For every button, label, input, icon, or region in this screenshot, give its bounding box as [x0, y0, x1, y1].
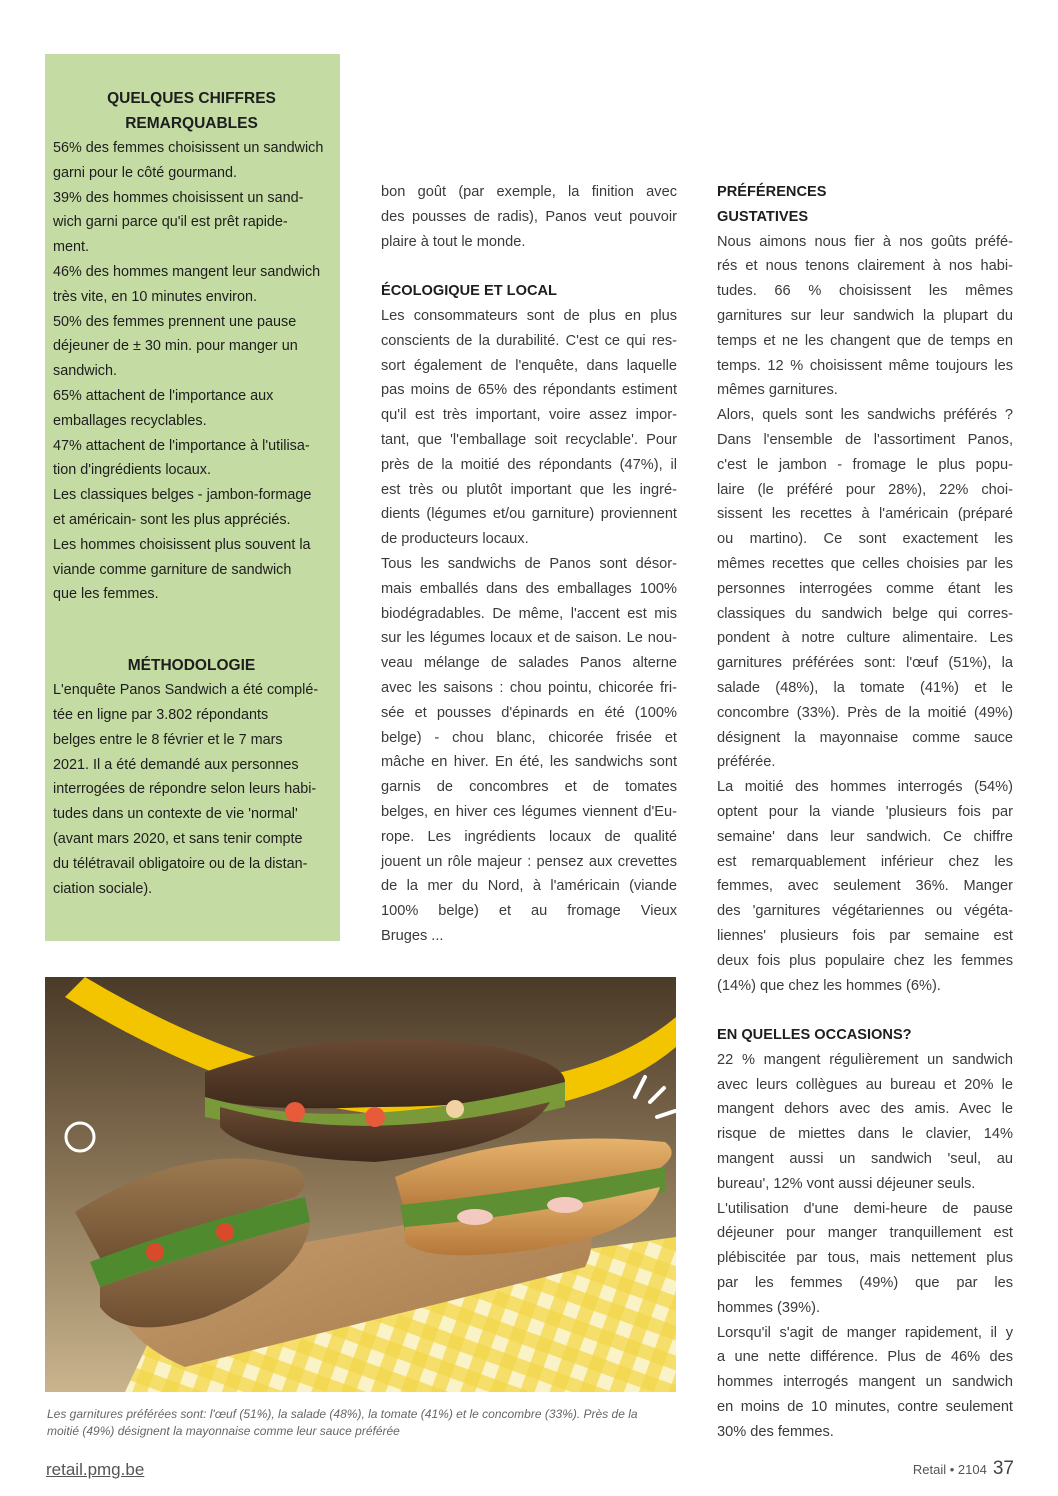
body-line: Bruges ...: [381, 927, 444, 944]
photo-caption: [47, 1406, 677, 1440]
body-line: (14%) que chez les hommes (6%).: [717, 977, 941, 994]
body-line: préférée.: [717, 754, 776, 771]
body-line: près de la moitié des répondants (47%), il: [381, 456, 677, 473]
body-line: liennes' plusieurs fois par semaine est: [717, 927, 1013, 944]
body-line: Tous les sandwichs de Panos sont désor-: [381, 555, 677, 572]
body-line: c'est le jambon - fromage le plus popu-: [717, 456, 1013, 473]
body-line: classiques du sandwich belge qui corres-: [717, 605, 1013, 622]
body-line: sissent les recettes à l'américain (préparé: [717, 506, 1013, 523]
body-line: rope. Les ingrédients locaux de qualité: [381, 828, 677, 845]
body-line: est très ou plutôt important que les ingré-: [381, 481, 677, 498]
body-line: tudes. 66 % choisissent les mêmes: [717, 283, 1013, 300]
body-line: semaine' dans leur sandwich. Ce chiffre: [717, 828, 1013, 845]
body-line: temps. 12 % choisissent même toujours les: [717, 357, 1013, 374]
body-line: désignent la mayonnaise comme sauce: [717, 729, 1013, 746]
body-line: pondent à notre culture alimentaire. Les: [717, 630, 1013, 647]
body-line: garnitures préférées sont: l'œuf (51%), la: [717, 655, 1013, 672]
body-line: des 'garnitures végétariennes ou végéta-: [717, 903, 1013, 920]
middle-column: [381, 180, 677, 949]
body-line: deux fois plus populaire chez les femmes: [717, 952, 1013, 969]
body-line: laire (le préféré pour 28%), 22% choi-: [717, 481, 1013, 498]
body-line: en moins de 10 minutes, contre seulement: [717, 1399, 1013, 1416]
body-line: optent pour la viande 'plusieurs fois par: [717, 803, 1013, 820]
methodology-line: 2021. Il a été demandé aux personnes: [53, 756, 299, 773]
key-figure-line: viande comme garniture de sandwich: [53, 561, 292, 578]
section-heading-ecological: ÉCOLOGIQUE ET LOCAL: [381, 283, 557, 300]
body-line: Dans l'ensemble de l'assortiment Panos,: [717, 431, 1013, 448]
body-line: de la mer du Nord, à l'américain (viande: [381, 878, 677, 895]
key-figure-line: 56% des femmes choisissent un sandwich: [53, 140, 324, 156]
page-number: 37: [992, 1458, 1014, 1479]
key-figure-line: tion d'ingrédients locaux.: [53, 462, 211, 479]
body-line: Alors, quels sont les sandwichs préférés ?: [717, 407, 1013, 424]
right-column: [717, 180, 1013, 1445]
key-figure-line: 39% des hommes choisissent un sand-: [53, 189, 304, 206]
key-figure-line: 46% des hommes mangent leur sandwich: [53, 263, 321, 280]
methodology-line: L'enquête Panos Sandwich a été complé-: [53, 682, 319, 699]
body-line: avec leurs collègues au bureau et 20% le: [717, 1076, 1013, 1093]
key-figures-box: [45, 54, 340, 941]
body-line: belges, en hiver ces légumes viennent d'Eu-: [381, 803, 677, 820]
methodology-line: (avant mars 2020, et sans tenir compte: [53, 830, 303, 847]
key-figure-line: Les hommes choisissent plus souvent la: [53, 536, 311, 553]
key-figure-line: emballages recyclables.: [53, 412, 207, 429]
body-line: ou martino). Ce sont exactement les: [717, 531, 1013, 548]
body-line: par les femmes (49%) que par les: [717, 1275, 1013, 1292]
key-figure-line: que les femmes.: [53, 586, 159, 603]
body-line: veau mélange de salades Panos alterne: [381, 655, 677, 672]
methodology-line: ciation sociale).: [53, 880, 153, 897]
body-line: bureau', 12% vont aussi déjeuner seuls.: [717, 1175, 976, 1192]
body-line: L'utilisation d'une demi-heure de pause: [717, 1200, 1013, 1217]
body-line: 22 % mangent régulièrement un sandwich: [717, 1051, 1013, 1068]
methodology-line: belges entre le 8 février et le 7 mars: [53, 731, 283, 748]
body-line: La moitié des hommes interrogés (54%): [717, 779, 1013, 796]
body-line: bon goût (par exemple, la finition avec: [381, 184, 677, 200]
page-footer: [913, 1458, 1014, 1480]
methodology-line: tudes dans un contexte de vie 'normal': [53, 806, 298, 823]
body-line: déjeuner pour manger tranquillement est: [717, 1225, 1013, 1242]
section-heading-occasions: EN QUELLES OCCASIONS?: [717, 1027, 912, 1044]
body-line: conscients de la durabilité. C'est ce qui res-: [381, 332, 677, 349]
body-line: personnes interrogées comme étant les: [717, 580, 1013, 597]
body-line: rés et nous tenons clairement à nos habi-: [717, 258, 1013, 275]
body-line: a une nette différence. Plus de 46% des: [717, 1349, 1013, 1366]
body-line: jouent un rôle majeur : pensez aux crevettes: [381, 853, 677, 870]
body-line: concombre (33%). Près de la moitié (49%): [717, 704, 1013, 721]
methodology-line: interrogées de répondre selon leurs habi-: [53, 781, 317, 798]
body-line: risque de miettes dans le clavier, 14%: [717, 1126, 1013, 1143]
methodology-title: MÉTHODOLOGIE: [127, 657, 256, 675]
body-line: garnis de concombres et de tomates: [381, 779, 677, 796]
methodology-line: tée en ligne par 3.802 répondants: [53, 706, 269, 723]
key-figure-line: Les classiques belges - jambon-formage: [53, 487, 312, 504]
key-figure-line: ment.: [53, 239, 89, 256]
body-line: avec les saisons : chou pointu, chicorée fri-: [381, 679, 677, 696]
body-line: femmes, avec seulement 36%. Manger: [717, 878, 1013, 895]
body-line: garnitures sur leur sandwich la plupart du: [717, 307, 1013, 324]
body-line: temps et ne les changent que de temps en: [717, 332, 1013, 349]
body-line: sort également de l'enquête, dans laquelle: [381, 357, 677, 374]
body-line: hommes (39%).: [717, 1299, 820, 1316]
key-figure-line: très vite, en 10 minutes environ.: [53, 288, 257, 305]
body-line: Lorsqu'il s'agit de manger rapidement, il y: [717, 1324, 1013, 1341]
body-line: Les consommateurs sont de plus en plus: [381, 307, 677, 324]
methodology-text: [53, 678, 330, 901]
body-line: belge) - chou blanc, chicorée frisée et: [381, 729, 677, 746]
magazine-issue: Retail • 2104: [912, 1462, 987, 1477]
caption-line: Les garnitures préférées sont: l'œuf (51%), la salade (48%), la tomate (41%) et le concombre (33%). Près de la: [47, 1407, 638, 1421]
key-figures-title-line: QUELQUES CHIFFRES: [107, 90, 276, 107]
body-line: est remarquablement inférieur chez les: [717, 853, 1013, 870]
key-figures-list: [53, 136, 330, 607]
key-figure-line: 50% des femmes prennent une pause: [53, 313, 297, 330]
key-figures-title-line: REMARQUABLES: [125, 115, 258, 132]
body-line: biodégradables. De même, l'accent est mis: [381, 605, 677, 622]
body-line: 30% des femmes.: [717, 1423, 834, 1440]
key-figure-line: sandwich.: [53, 363, 117, 380]
body-line: plaire à tout le monde.: [381, 233, 526, 250]
section-heading-line: PRÉFÉRENCES: [717, 184, 827, 200]
body-line: Nous aimons nous fier à nos goûts préfé-: [717, 233, 1013, 250]
section-heading-preferences: [717, 180, 1013, 230]
section-heading-line: GUSTATIVES: [717, 208, 809, 225]
key-figure-line: déjeuner de ± 30 min. pour manger un: [53, 338, 298, 355]
body-line: mêmes recettes que celles choisies par les: [717, 555, 1013, 572]
body-line: sur les légumes locaux et de saison. Le nou-: [381, 630, 677, 647]
body-line: des pousses de radis), Panos veut pouvoir: [381, 208, 677, 225]
body-line: mangent dehors avec des amis. Avec le: [717, 1101, 1013, 1118]
body-line: pas moins de 65% des répondants estiment: [381, 382, 677, 399]
body-line: de producteurs locaux.: [381, 531, 529, 548]
key-figure-line: et américain- sont les plus appréciés.: [53, 511, 291, 528]
body-line: plébiscitée par tous, mais nettement plus: [717, 1250, 1013, 1267]
body-line: qu'il est très important, voire assez impor-: [381, 407, 677, 424]
body-line: sée et pousses d'épinards en été (100%: [381, 704, 677, 721]
key-figure-line: 65% attachent de l'importance aux: [53, 387, 274, 404]
body-line: dients (légumes et/ou garniture) proviennent: [381, 506, 677, 523]
methodology-line: du télétravail obligatoire ou de la distan-: [53, 855, 308, 872]
body-line: mais emballés dans des emballages 100%: [381, 580, 677, 597]
key-figures-title: [53, 86, 330, 136]
key-figure-line: garni pour le côté gourmand.: [53, 164, 237, 181]
body-line: hommes interrogés mangent un sandwich: [717, 1374, 1013, 1391]
body-line: tant, que 'l'emballage soit recyclable'. Pour: [381, 431, 677, 448]
body-line: salade (48%), la tomate (41%) et le: [717, 679, 1013, 696]
caption-line: moitié (49%) désignent la mayonnaise comme leur sauce préférée: [47, 1424, 400, 1438]
body-line: mâche en hiver. En été, les sandwichs sont: [381, 754, 677, 771]
website-link[interactable]: retail.pmg.be: [46, 1460, 145, 1479]
body-line: mangent aussi un sandwich 'seul, au: [717, 1151, 1013, 1168]
key-figure-line: 47% attachent de l'importance à l'utilisa-: [53, 437, 310, 454]
sandwich-photo: [45, 977, 676, 1392]
body-line: 100% belge) et au fromage Vieux: [381, 903, 677, 920]
key-figure-line: wich garni parce qu'il est prêt rapide-: [53, 214, 288, 231]
body-line: mêmes garnitures.: [717, 382, 838, 399]
